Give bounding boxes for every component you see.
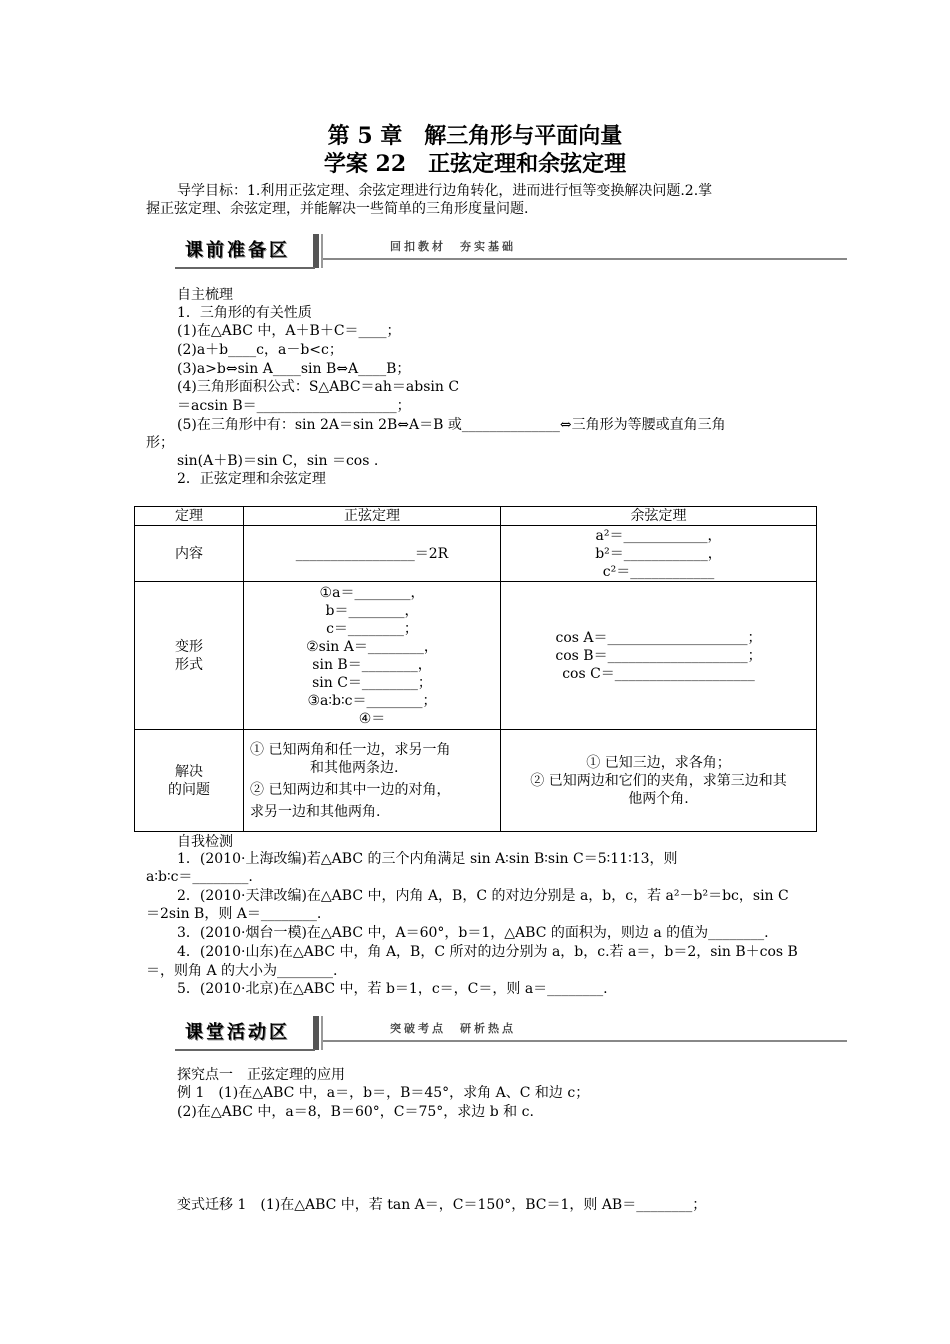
q1b: a∶b∶c＝________. [146,869,253,885]
th-sine: 正弦定理 [244,507,501,526]
row-solve-label [135,730,244,832]
solve-sine-4: 求另一边和其他两角. [250,803,381,820]
solve-cos-3: 他两个角. [628,790,689,807]
row-content-sine: _________________＝2R [244,526,501,582]
example1-b: (2)在△ABC 中，a＝8，B＝60°，C＝75°，求边 b 和 c. [177,1104,534,1120]
th-cosine: 余弦定理 [501,507,817,526]
cos-form-1: cos A＝____________________； [555,629,762,646]
review-l3: (3)a>b⇔sin A____sin B⇔A____B； [177,361,411,377]
row-forms-sine [244,582,501,730]
banner-prep-tag: 课前准备区 [175,236,313,266]
selftest-heading: 自我检测 [177,834,233,850]
cos-formula-c: c²＝____________ [602,563,715,580]
goal-line-2: 握正弦定理、余弦定理，并能解决一些简单的三角形度量问题. [146,201,529,217]
q4a: 4．(2010·山东)在△ABC 中，角 A，B，C 所对的边分别为 a，b，c.若 a＝，b＝2，sin B＋cos B [177,944,798,960]
review-heading: 自主梳理 [177,287,233,303]
banner-class-sub: 突破考点 研析热点 [390,1022,516,1035]
review-l8: sin(A＋B)＝sin C，sin ＝cos . [177,453,379,469]
forms-label-2: 形式 [175,656,203,673]
sine-form-2: b＝________， [325,602,419,619]
th-theorem: 定理 [135,507,244,526]
sine-form-4: ②sin A＝________， [306,638,438,655]
q5: 5．(2010·北京)在△ABC 中，若 b＝1，c＝，C＝，则 a＝________. [177,981,608,997]
q4b: ＝，则角 A 的大小为________. [146,963,338,979]
review-l5: ＝acsin B＝____________________； [177,398,411,414]
chapter-title: 第 5 章 解三角形与平面向量 [327,123,623,149]
row-forms-label [135,582,244,730]
sine-form-1: ①a＝________， [319,584,425,601]
review-l4: (4)三角形面积公式：S△ABC＝ah＝absin C [177,379,460,395]
solve-sine-1: ① 已知两角和任一边，求另一角 [250,741,451,758]
sine-form-3: c＝________； [326,620,418,637]
row-forms-cos [501,582,817,730]
sine-form-8: ④＝ [358,710,386,727]
q2b: ＝2sin B，则 A＝________. [146,906,322,922]
banner-class-tag: 课堂活动区 [175,1018,313,1048]
review-l2: (2)a＋b____c，a－b<c； [177,342,343,358]
row-solve-sine [244,730,501,832]
cos-formula-b: b²＝____________， [595,545,722,562]
q2a: 2．(2010·天津改编)在△ABC 中，内角 A，B，C 的对边分别是 a，b，c，若 a²－b²＝bc，sin C [177,888,789,904]
sine-form-5: sin B＝________， [312,656,432,673]
row-content-cos [501,526,817,582]
banner-class [175,1016,847,1052]
solve-cos-2: ② 已知两边和它们的夹角，求第三边和其 [530,772,787,789]
solve-cos-1: ① 已知三边，求各角； [586,754,731,771]
solve-sine-3: ② 已知两边和其中一边的对角， [250,781,451,798]
goal-line-1: 导学目标：1.利用正弦定理、余弦定理进行边角转化，进而进行恒等变换解决问题.2.掌 [177,183,713,199]
sine-form-6: sin C＝________； [312,674,432,691]
explore-heading: 探究点一 正弦定理的应用 [177,1067,345,1083]
cos-form-3: cos C＝____________________ [562,665,755,682]
solve-label-2: 的问题 [168,781,210,798]
review-l1: (1)在△ABC 中，A＋B＋C＝____； [177,323,401,339]
example1-a: 例 1 (1)在△ABC 中，a＝，b＝，B＝45°，求角 A、C 和边 c； [177,1085,590,1101]
variant1: 变式迁移 1 (1)在△ABC 中，若 tan A＝，C＝150°，BC＝1，则 AB＝________； [177,1197,707,1213]
row-content-label: 内容 [135,526,244,582]
cos-form-2: cos B＝____________________； [555,647,762,664]
forms-label-1: 变形 [175,638,203,655]
sine-form-7: ③a∶b∶c＝________； [307,692,437,709]
q3: 3．(2010·烟台一模)在△ABC 中，A＝60°，b＝1，△ABC 的面积为，则边 a 的值为________. [177,925,769,941]
lesson-title: 学案 22 正弦定理和余弦定理 [323,151,627,177]
q1a: 1．(2010·上海改编)若△ABC 的三个内角满足 sin A∶sin B∶sin C＝5∶11∶13，则 [177,851,678,867]
review-item1: 1．三角形的有关性质 [177,305,312,321]
review-l7: 形； [146,435,174,451]
banner-prep-sub: 回扣教材 夯实基础 [390,240,516,253]
row-solve-cos [501,730,817,832]
theorem-table [134,506,817,832]
solve-label-1: 解决 [175,763,203,780]
review-item2: 2．正弦定理和余弦定理 [177,471,326,487]
solve-sine-2: 和其他两条边. [310,759,399,776]
review-l6: (5)在三角形中有：sin 2A＝sin 2B⇔A＝B 或______________⇔三角形为等腰或直角三角 [177,417,726,433]
cos-formula-a: a²＝____________， [595,527,722,544]
banner-prep [175,234,847,270]
